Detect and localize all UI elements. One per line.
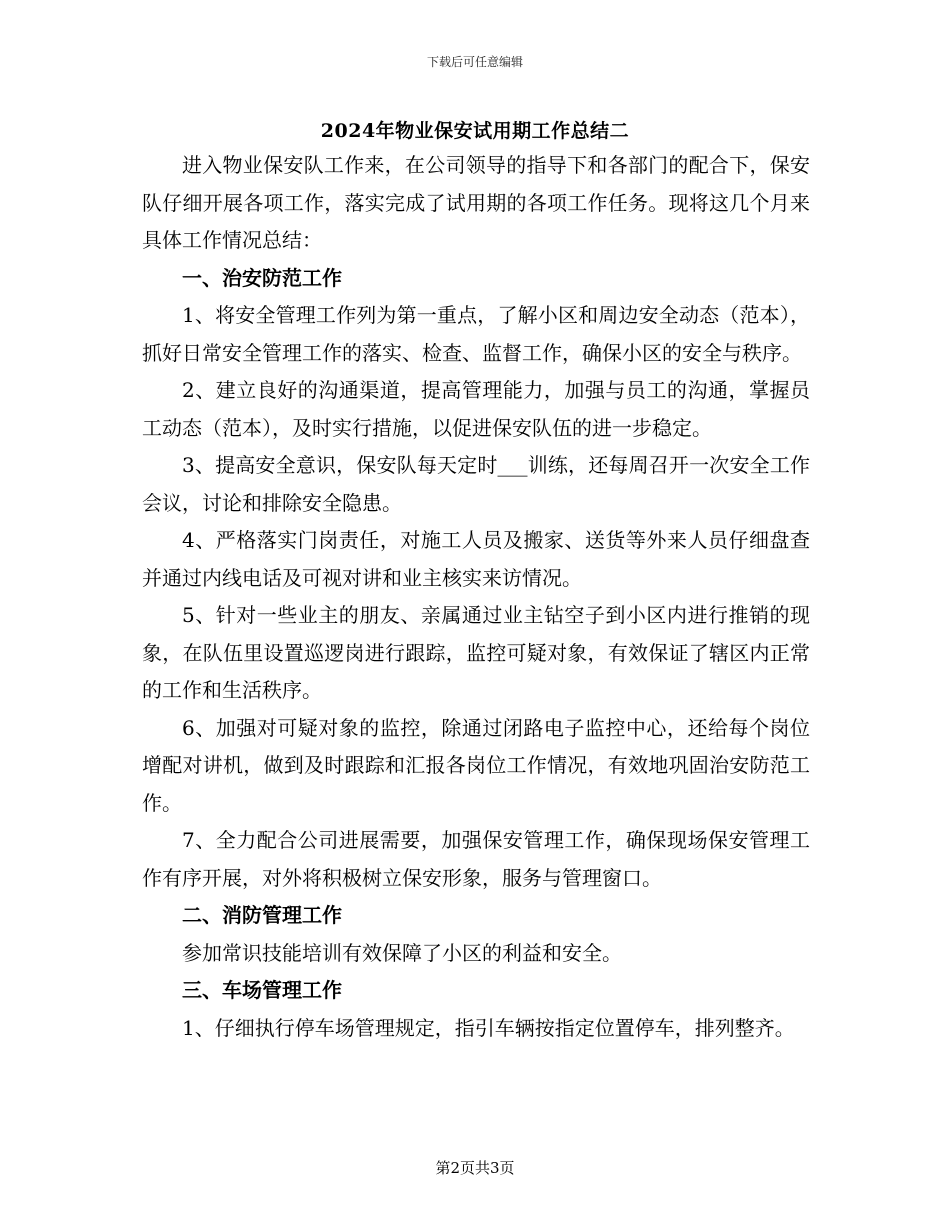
document-title: 2024年物业保安试用期工作总结二 (320, 120, 630, 142)
section-heading-fire: 二、消防管理工作 (182, 903, 342, 927)
paragraph-item: 2、建立良好的沟通渠道，提高管理能力，加强与员工的沟通，掌握员工动态（范本），及时实行措施，以促进保安队伍的进一步稳定。 (142, 378, 810, 440)
header-note: 下载后可任意编辑 (426, 55, 523, 69)
paragraph-item: 5、针对一些业主的朋友、亲属通过业主钻空子到小区内进行推销的现象，在队伍里设置巡逻岗进行跟踪，监控可疑对象，有效保证了辖区内正常的工作和生活秩序。 (142, 603, 810, 702)
paragraph-item: 参加常识技能培训有效保障了小区的利益和安全。 (182, 940, 622, 965)
section-heading-security: 一、治安防范工作 (182, 265, 342, 290)
paragraph-item: 1、将安全管理工作列为第一重点，了解小区和周边安全动态（范本），抓好日常安全管理工作的落实、检查、监督工作，确保小区的安全与秩序。 (142, 303, 810, 365)
paragraph-item: 7、全力配合公司进展需要，加强保安管理工作，确保现场保安管理工作有序开展，对外将积极树立保安形象，服务与管理窗口。 (142, 828, 810, 890)
paragraph-intro: 进入物业保安队工作来，在公司领导的指导下和各部门的配合下，保安队仔细开展各项工作，落实完成了试用期的各项工作任务。现将这几个月来具体工作情况总结： (142, 153, 810, 252)
paragraph-item: 6、加强对可疑对象的监控，除通过闭路电子监控中心，还给每个岗位增配对讲机，做到及时跟踪和汇报各岗位工作情况，有效地巩固治安防范工作。 (142, 715, 810, 815)
paragraph-item: 3、提高安全意识，保安队每天定时___训练，还每周召开一次安全工作会议，讨论和排除安全隐患。 (142, 453, 810, 515)
paragraph-item: 4、严格落实门岗责任，对施工人员及搬家、送货等外来人员仔细盘查并通过内线电话及可视对讲和业主核实来访情况。 (142, 528, 810, 590)
page-footer: 第2页共3页 (435, 1159, 515, 1177)
paragraph-item: 1、仔细执行停车场管理规定，指引车辆按指定位置停车，排列整齐。 (182, 1015, 795, 1040)
document-body (142, 147, 810, 1047)
section-heading-parking: 三、车场管理工作 (182, 978, 342, 1002)
